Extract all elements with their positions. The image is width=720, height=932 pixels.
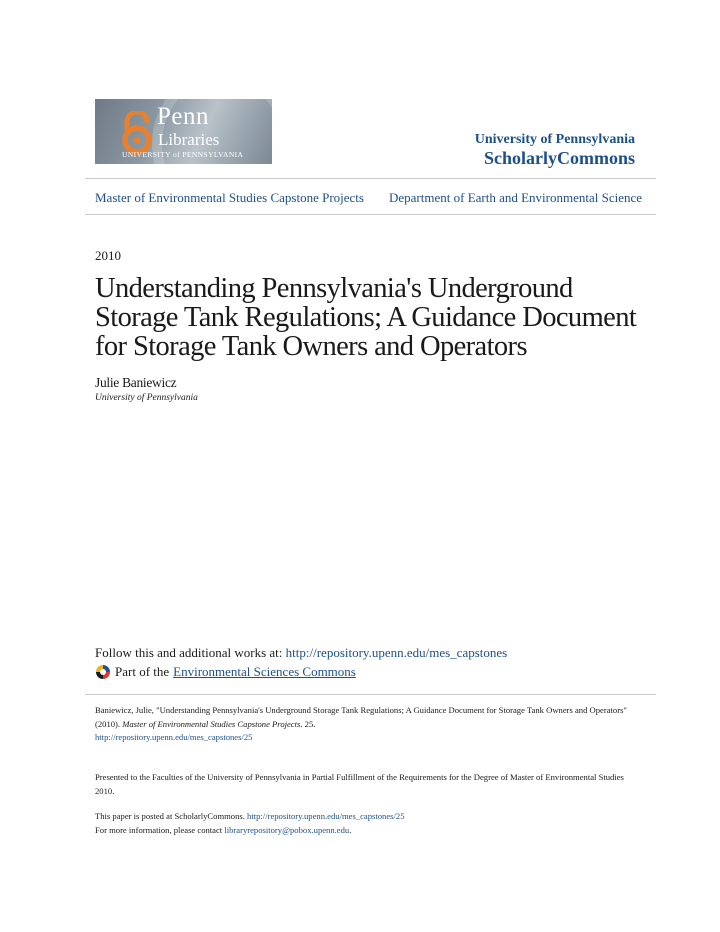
citation-link[interactable]: http://repository.upenn.edu/mes_capstones/25 (95, 732, 253, 742)
series-link[interactable]: Master of Environmental Studies Capstone Projects (95, 190, 364, 205)
citation-text: Baniewicz, Julie, "Understanding Pennsylvania's Underground Storage Tank Regulations; A Guidance Document for Storage Tank Owners and Operators" (2010). (95, 705, 627, 729)
follow-line (95, 645, 507, 661)
logo-title: Penn (157, 103, 209, 130)
publication-year: 2010 (95, 248, 121, 263)
logo-subtitle: Libraries (158, 130, 220, 149)
institution-name[interactable]: University of Pennsylvania (474, 132, 635, 147)
department-link[interactable]: Department of Earth and Environmental Science (389, 190, 643, 205)
title-line: Understanding Pennsylvania's Underground (95, 273, 573, 304)
citation-block (95, 704, 635, 745)
author-affiliation: University of Pennsylvania (95, 393, 198, 403)
paper-title (95, 274, 655, 361)
follow-link[interactable]: http://repository.upenn.edu/mes_capstones (285, 645, 508, 660)
penn-libraries-logo[interactable] (95, 99, 272, 164)
digital-commons-network-icon (95, 664, 111, 680)
citation-number: . 25. (300, 718, 316, 729)
presented-note: Presented to the Faculties of the University of Pennsylvania in Partial Fulfillment of the Requirements for the Degree of Master of Environmental Studies 2010. (95, 772, 624, 796)
part-of-line (95, 664, 356, 680)
follow-label: Follow this and additional works at: (95, 645, 286, 660)
nav-divider (85, 214, 656, 215)
repository-name[interactable]: ScholarlyCommons (483, 148, 635, 168)
posted-label: This paper is posted at ScholarlyCommons. (95, 811, 248, 821)
environmental-sciences-commons-link[interactable]: Environmental Sciences Commons (173, 664, 356, 679)
posted-link[interactable]: http://repository.upenn.edu/mes_capstones/25 (247, 811, 405, 821)
contact-email-link[interactable]: libraryrepository@pobox.upenn.edu (224, 824, 350, 835)
open-access-lock-icon (117, 111, 159, 155)
title-line: for Storage Tank Owners and Operators (95, 331, 527, 362)
contact-end: . (349, 824, 352, 835)
header-divider (85, 178, 656, 179)
posted-block (95, 810, 635, 837)
logo-university: UNIVERSITY of PENNSYLVANIA (122, 150, 244, 159)
citation-series: Master of Environmental Studies Capstone Projects (122, 718, 301, 729)
part-of-label: Part of the (115, 664, 170, 679)
title-line: Storage Tank Regulations; A Guidance Document (95, 302, 637, 333)
contact-label: For more information, please contact (95, 824, 225, 835)
footer-divider (85, 694, 656, 695)
author-name: Julie Baniewicz (95, 375, 177, 390)
